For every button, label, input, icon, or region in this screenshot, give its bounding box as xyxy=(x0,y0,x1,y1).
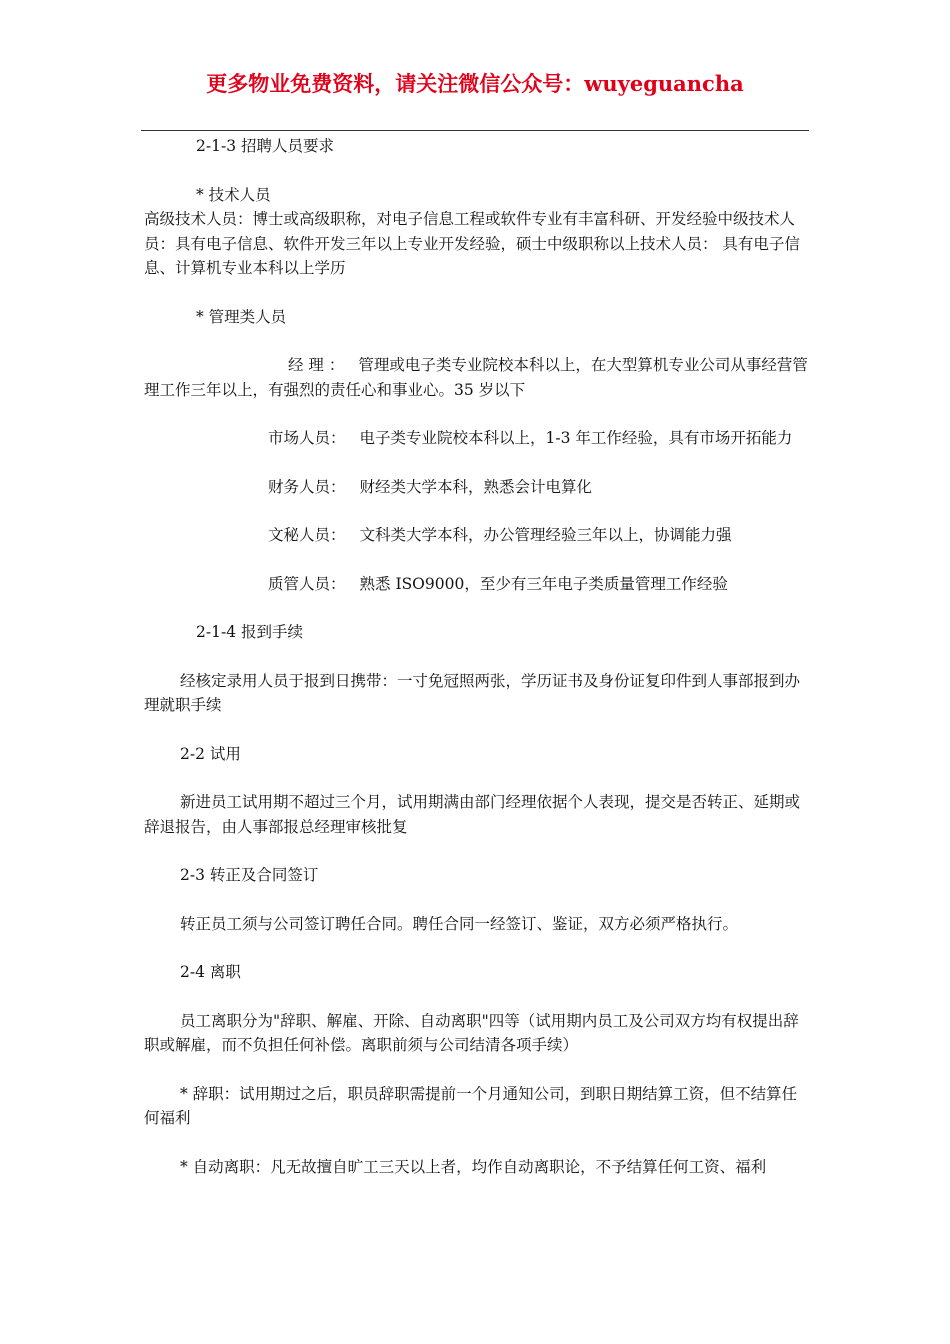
page-header-title: 更多物业免费资料，请关注微信公众号：wuyeguancha xyxy=(206,71,744,96)
market-text: 电子类专业院校本科以上，1-3 年工作经验，具有市场开拓能力 xyxy=(359,429,793,447)
manager-text: 管理或电子类专业院校本科以上，在大型算机专业公司从事经营管理工作三年以上，有强烈的责任心和事业心。35 岁以下 xyxy=(144,356,808,399)
section-2-1-4-text: 经核定录用人员于报到日携带：一寸免冠照两张，学历证书及身份证复印件到人事部报到办理就职手续 xyxy=(144,671,801,714)
manager-label: 经 理 ： xyxy=(288,356,345,374)
manager-requirement xyxy=(144,353,808,402)
section-2-3-heading: 2-3 转正及合同签订 xyxy=(180,866,319,884)
resignation-text: * 辞职：试用期过之后，职员辞职需提前一个月通知公司，到职日期结算工资，但不结算任何福利 xyxy=(144,1084,798,1127)
management-staff-heading: * 管理类人员 xyxy=(196,307,287,326)
section-2-1-3-heading: 2-1-3 招聘人员要求 xyxy=(196,137,334,155)
section-2-3-text: 转正员工须与公司签订聘任合同。聘任合同一经签订、鉴证，双方必须严格执行。 xyxy=(180,914,739,933)
secretary-text: 文科类大学本科，办公管理经验三年以上，协调能力强 xyxy=(359,526,732,544)
qc-label: 质管人员： xyxy=(268,574,346,593)
qc-requirement xyxy=(144,572,808,597)
document-body xyxy=(144,134,808,1179)
header-divider xyxy=(141,130,809,131)
auto-departure-text: * 自动离职：凡无故擅自旷工三天以上者，均作自动离职论，不予结算任何工资、福利 xyxy=(180,1157,767,1176)
market-label: 市场人员： xyxy=(268,429,346,447)
section-2-1-4-heading: 2-1-4 报到手续 xyxy=(196,623,303,641)
section-2-4-heading: 2-4 离职 xyxy=(180,963,241,981)
finance-requirement xyxy=(144,475,808,500)
secretary-requirement xyxy=(144,523,808,548)
market-requirement xyxy=(144,426,808,451)
section-2-2-text: 新进员工试用期不超过三个月，试用期满由部门经理依据个人表现，提交是否转正、延期或辞退报告，由人事部报总经理审核批复 xyxy=(144,793,801,836)
finance-text: 财经类大学本科，熟悉会计电算化 xyxy=(359,477,593,496)
finance-label: 财务人员： xyxy=(268,477,346,496)
qc-text: 熟悉 ISO9000，至少有三年电子类质量管理工作经验 xyxy=(359,574,728,593)
tech-staff-text: 高级技术人员：博士或高级职称，对电子信息工程或软件专业有丰富科研、开发经验中级技术人员：具有电子信息、软件开发三年以上专业开发经验，硕士中级职称以上技术人员： 具有电子信息、计算机专业本科以上学历 xyxy=(144,210,800,277)
section-2-4-text: 员工离职分为"辞职、解雇、开除、自动离职"四等（试用期内员工及公司双方均有权提出辞职或解雇，而不负担任何补偿。离职前须与公司结清各项手续） xyxy=(144,1011,799,1054)
section-2-2-heading: 2-2 试用 xyxy=(180,744,241,763)
secretary-label: 文秘人员： xyxy=(268,526,346,544)
tech-staff-heading: * 技术人员 xyxy=(196,185,271,204)
